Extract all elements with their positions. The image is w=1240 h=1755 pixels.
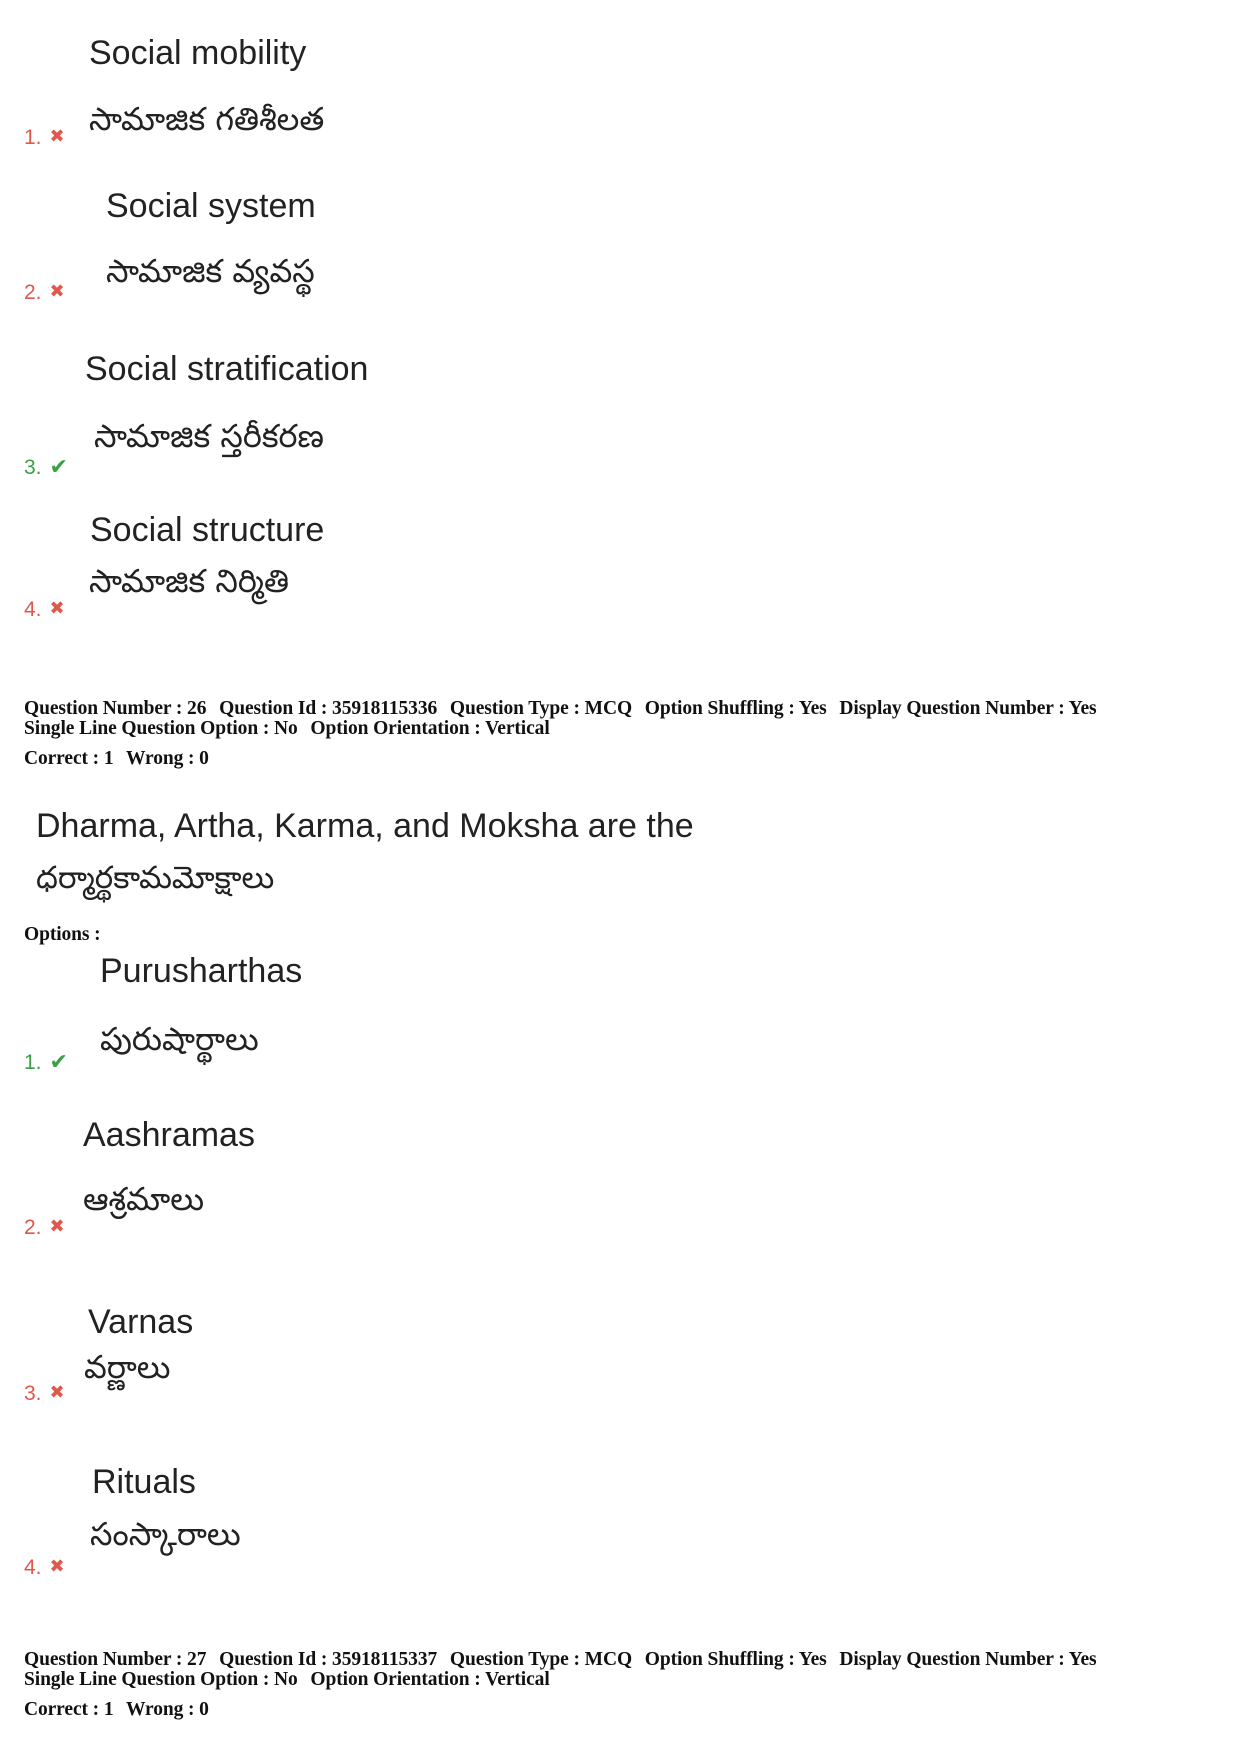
cross-icon: ✖: [49, 281, 65, 301]
option-telugu-text: పురుషార్థాలు: [100, 1020, 259, 1058]
option-english-text: Social mobility: [89, 34, 307, 72]
single-line-option: Single Line Question Option : No: [24, 1669, 298, 1690]
check-icon: ✔: [49, 454, 68, 479]
option-number: 3. ✔: [24, 454, 68, 479]
option-english-text: Rituals: [92, 1463, 196, 1501]
wrong-score: Wrong : 0: [125, 1699, 209, 1720]
option-shuffling: Option Shuffling : Yes: [644, 1649, 827, 1670]
question-telugu-text: ధర్మార్థకామమోక్షాలు: [36, 860, 275, 896]
option-number: 4. ✖: [24, 1556, 65, 1579]
wrong-score: Wrong : 0: [125, 748, 209, 769]
option-english-text: Purusharthas: [100, 952, 303, 990]
display-question-number: Display Question Number : Yes: [839, 1649, 1097, 1670]
question-number: Question Number : 26: [24, 698, 207, 719]
option-number: 4. ✖: [24, 598, 65, 621]
cross-icon: ✖: [49, 126, 65, 146]
check-icon: ✔: [49, 1049, 68, 1074]
option-english-text: Social system: [106, 187, 316, 225]
question-meta-line-2: [24, 719, 558, 739]
question-id: Question Id : 35918115337: [219, 1649, 438, 1670]
cross-icon: ✖: [49, 598, 65, 618]
correct-score: Correct : 1: [24, 1699, 114, 1720]
question-type: Question Type : MCQ: [449, 698, 633, 719]
cross-icon: ✖: [49, 1216, 65, 1236]
option-english-text: Aashramas: [83, 1116, 255, 1154]
option-orientation: Option Orientation : Vertical: [310, 718, 550, 739]
option-telugu-text: సామాజిక గతిశీలత: [89, 100, 325, 138]
cross-icon: ✖: [49, 1556, 65, 1576]
option-telugu-text: సామాజిక వ్యవస్థ: [106, 252, 315, 290]
question-meta-line-1: [24, 699, 1105, 719]
option-number: 2. ✖: [24, 1216, 65, 1239]
option-english-text: Varnas: [88, 1303, 194, 1341]
cross-icon: ✖: [49, 1382, 65, 1402]
option-telugu-text: సామాజిక నిర్మితి: [89, 562, 289, 600]
question-english-text: Dharma, Artha, Karma, and Moksha are the: [36, 807, 694, 845]
question-meta-line-2: [24, 1670, 558, 1690]
correct-score: Correct : 1: [24, 748, 114, 769]
display-question-number: Display Question Number : Yes: [839, 698, 1097, 719]
option-shuffling: Option Shuffling : Yes: [644, 698, 827, 719]
option-english-text: Social stratification: [85, 350, 369, 388]
question-number: Question Number : 27: [24, 1649, 207, 1670]
options-label: Options :: [24, 924, 101, 945]
option-number: 3. ✖: [24, 1382, 65, 1405]
question-type: Question Type : MCQ: [449, 1649, 633, 1670]
option-telugu-text: సంస్కారాలు: [90, 1515, 241, 1553]
option-english-text: Social structure: [90, 511, 325, 549]
option-number: 1. ✖: [24, 126, 65, 149]
option-number: 2. ✖: [24, 281, 65, 304]
option-telugu-text: ఆశ్రమాలు: [83, 1180, 205, 1218]
option-orientation: Option Orientation : Vertical: [310, 1669, 550, 1690]
option-number: 1. ✔: [24, 1049, 68, 1074]
single-line-option: Single Line Question Option : No: [24, 718, 298, 739]
question-id: Question Id : 35918115336: [219, 698, 438, 719]
question-meta-line-1: [24, 1650, 1105, 1670]
question-score: [24, 1700, 217, 1720]
question-score: [24, 749, 217, 769]
option-telugu-text: సామాజిక స్తరీకరణ: [94, 417, 324, 455]
option-telugu-text: వర్ణాలు: [84, 1348, 171, 1386]
